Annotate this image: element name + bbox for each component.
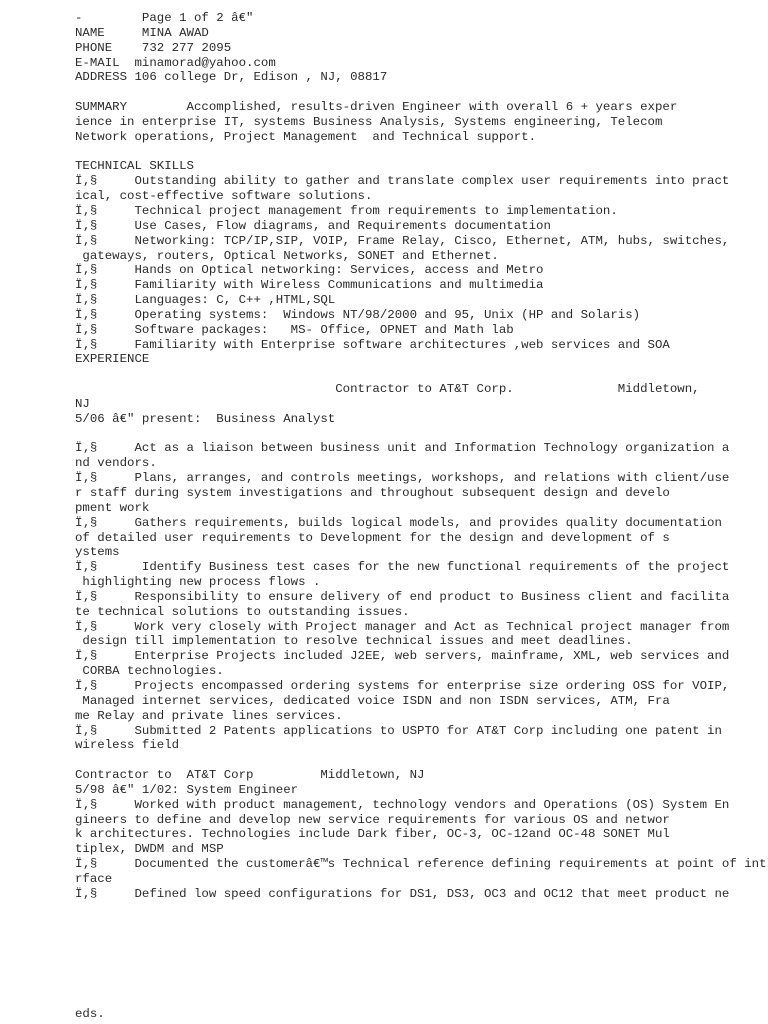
text-line (75, 145, 767, 160)
text-line: Ï‚§ Networking: TCP/IP,SIP, VOIP, Frame Relay, Cisco, Ethernet, ATM, hubs, switches, (75, 233, 730, 248)
text-line: Ï‚§ Enterprise Projects included J2EE, web servers, mainframe, XML, web services and (75, 649, 730, 664)
text-line: wireless field (75, 738, 180, 753)
page-tail-text: eds. (75, 1007, 105, 1021)
text-line: Ï‚§ Use Cases, Flow diagrams, and Requirements documentation (75, 218, 551, 233)
text-line: Ï‚§ Gathers requirements, builds logical models, and provides quality documentation (75, 515, 722, 530)
text-line: Ï‚§ Submitted 2 Patents applications to USPTO for AT&T Corp including one patent in (75, 723, 722, 738)
text-line (75, 427, 767, 442)
text-line: Contractor to AT&T Corp. Middletown, (75, 382, 700, 397)
text-line: TECHNICAL SKILLS (75, 159, 194, 174)
text-line: 5/98 â€" 1/02: System Engineer (75, 782, 299, 797)
text-line: Ï‚§ Identify Business test cases for the new functional requirements of the project (75, 560, 730, 575)
text-line: Ï‚§ Languages: C, C++ ,HTML,SQL (75, 293, 336, 308)
text-line: Ï‚§ Defined low speed configurations for DS1, DS3, OC3 and OC12 that meet product ne (75, 886, 730, 901)
text-line: EXPERIENCE (75, 352, 150, 367)
text-line: tiplex, DWDM and MSP (75, 842, 224, 857)
text-line: Ï‚§ Act as a liaison between business unit and Information Technology organization a (75, 441, 730, 456)
text-line: Managed internet services, dedicated voice ISDN and non ISDN services, ATM, Fra (75, 693, 670, 708)
text-line: Ï‚§ Projects encompassed ordering systems for enterprise size ordering OSS for VOIP, (75, 678, 730, 693)
text-line: Ï‚§ Outstanding ability to gather and translate complex user requirements into pract (75, 174, 730, 189)
text-line: Ï‚§ Software packages: MS- Office, OPNET and Math lab (75, 322, 514, 337)
text-line: r staff during system investigations and throughout subsequent design and develo (75, 486, 670, 500)
text-line: NJ (75, 396, 90, 411)
text-line (75, 753, 767, 768)
text-line: ience in enterprise IT, systems Business Analysis, Systems engineering, Telecom (75, 114, 663, 129)
text-line: ADDRESS 106 college Dr, Edison , NJ, 08817 (75, 70, 388, 85)
text-line: ystems (75, 545, 120, 560)
text-line: Ï‚§ Operating systems: Windows NT/98/2000 and 95, Unix (HP and Solaris) (75, 307, 641, 322)
text-line: highlighting new process flows . (75, 575, 321, 590)
text-line: NAME MINA AWAD (75, 25, 209, 40)
text-line: rface (75, 871, 113, 886)
text-line: Ï‚§ Familiarity with Wireless Communications and multimedia (75, 278, 544, 293)
text-line: Ï‚§ Hands on Optical networking: Services, access and Metro (75, 263, 544, 278)
text-line: PHONE 732 277 2095 (75, 40, 232, 55)
text-line: nd vendors. (75, 456, 157, 471)
text-line: Contractor to AT&T Corp Middletown, NJ (75, 768, 425, 783)
text-line: ical, cost-effective software solutions. (75, 189, 373, 204)
text-line: - Page 1 of 2 â€" (75, 11, 254, 25)
text-line: me Relay and private lines services. (75, 708, 343, 723)
text-line: E-MAIL minamorad@yahoo.com (75, 55, 276, 70)
text-line (75, 85, 767, 100)
text-line: Ï‚§ Worked with product management, technology vendors and Operations (OS) System En (75, 797, 730, 812)
text-line: SUMMARY Accomplished, results-driven Engineer with overall 6 + years exper (75, 100, 678, 115)
text-line: 5/06 â€" present: Business Analyst (75, 411, 336, 426)
resume-text-body (75, 11, 767, 902)
text-line: Network operations, Project Management and Technical support. (75, 129, 537, 144)
text-line: gineers to define and develop new service requirements for various OS and networ (75, 812, 670, 827)
text-line: of detailed user requirements to Development for the design and development of s (75, 530, 670, 545)
text-line: design till implementation to resolve technical issues and meet deadlines. (75, 634, 633, 649)
text-line: k architectures. Technologies include Dark fiber, OC-3, OC-12and OC-48 SONET Mul (75, 827, 670, 842)
text-line: CORBA technologies. (75, 664, 224, 679)
text-line: pment work (75, 500, 150, 515)
text-line (75, 367, 767, 382)
text-line: Ï‚§ Familiarity with Enterprise software architectures ,web services and SOA (75, 337, 670, 352)
text-line: te technical solutions to outstanding issues. (75, 604, 410, 619)
text-line: Ï‚§ Responsibility to ensure delivery of end product to Business client and facilita (75, 589, 730, 604)
text-line: gateways, routers, Optical Networks, SONET and Ethernet. (75, 248, 499, 263)
text-line: Ï‚§ Technical project management from requirements to implementation. (75, 203, 618, 218)
text-line: Ï‚§ Plans, arranges, and controls meetings, workshops, and relations with client/use (75, 471, 730, 486)
text-line: Ï‚§ Documented the customerâ€™s Technical reference defining requirements at point of int (75, 857, 767, 872)
text-line: Ï‚§ Work very closely with Project manager and Act as Technical project manager from (75, 619, 730, 634)
